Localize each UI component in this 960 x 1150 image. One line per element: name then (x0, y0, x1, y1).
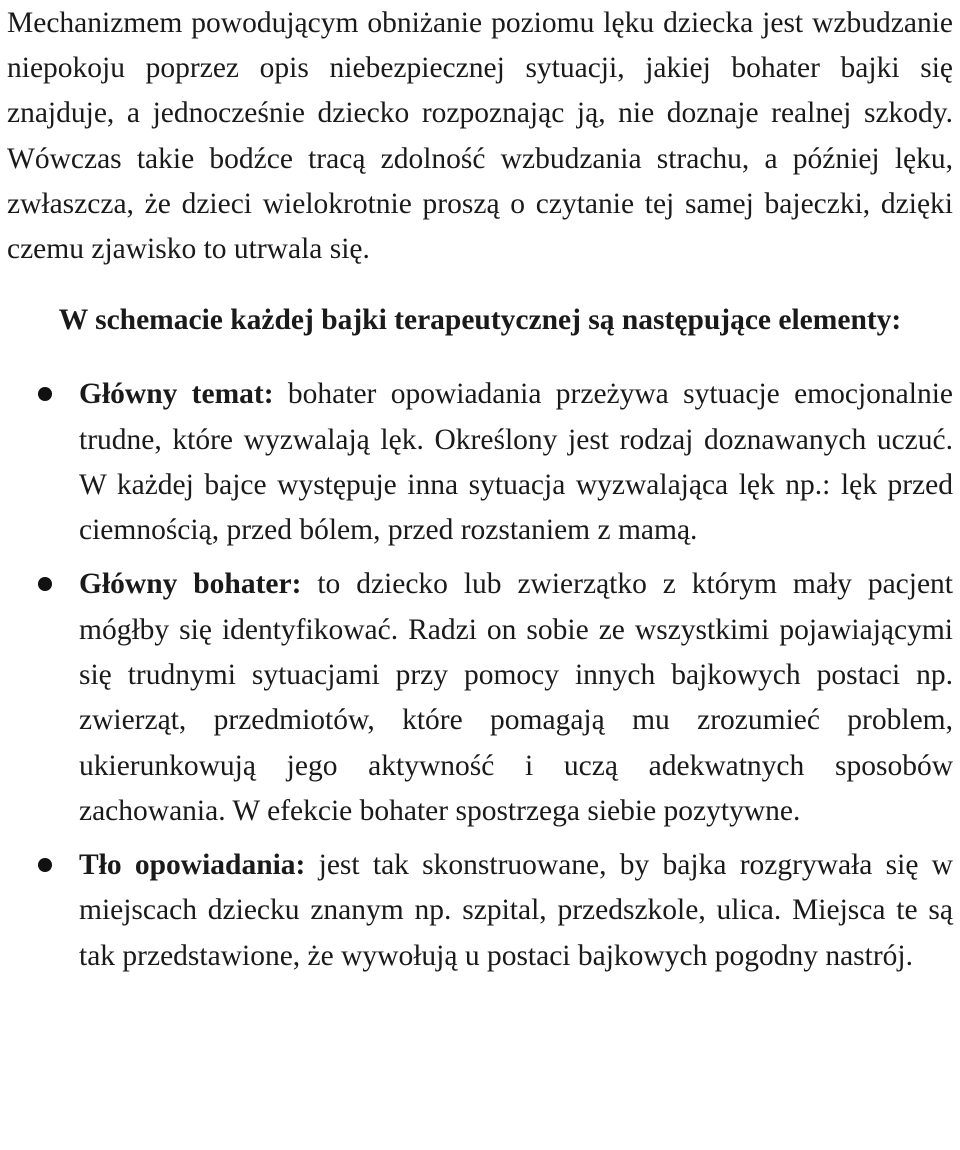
bullet-icon (38, 577, 52, 591)
list-item-term: Tło opowiadania: (79, 849, 319, 882)
list-item-main-theme (7, 372, 953, 553)
list-item-background (7, 843, 953, 979)
list-item-main-hero (7, 562, 953, 834)
elements-list (7, 372, 953, 979)
list-item-text: to dziecko lub zwierzątko z którym mały pacjent mógłby się identyfikować. Radzi on sobie ze wszystkimi pojawiającymi się trudnymi sytuacjami przy pomocy innych bajkowych postaci np. zwierząt, przedmiotów, które pomagają mu zrozumieć problem, ukierunkowują jego aktywność i uczą adekwatnych sposobów zachowania. W efekcie bohater spostrzega siebie pozytywne. (79, 568, 954, 827)
list-item-term: Główny bohater: (79, 568, 318, 601)
section-heading: W schemacie każdej bajki terapeutycznej są następujące elementy: (58, 304, 902, 337)
list-item-text: jest tak skonstruowane, by bajka rozgrywała się w miejscach dziecku znanym np. szpital, przedszkole, ulica. Miejsca te są tak przedstawione, że wywołują u postaci bajkowych pogodny nastrój. (79, 849, 953, 972)
bullet-icon (38, 858, 52, 872)
intro-paragraph: Mechanizmem powodującym obniżanie poziomu lęku dziecka jest wzbudzanie niepokoju poprzez opis niebezpiecznej sytuacji, jakiej bohater bajki się znajduje, a jednocześnie dziecko rozpoznając ją, nie doznaje realnej szkody. Wówczas takie bodźce tracą zdolność wzbudzania strachu, a później lęku, zwłaszcza, że dzieci wielokrotnie proszą o czytanie tej samej bajeczki, dzięki czemu zjawisko to utrwala się. (7, 7, 953, 266)
document-page (7, 0, 953, 988)
bullet-icon (38, 387, 52, 401)
list-item-text: bohater opowiadania przeżywa sytuacje emocjonalnie trudne, które wyzwalają lęk. Określony jest rodzaj doznawanych uczuć. W każdej bajce występuje inna sytuacja wyzwalająca lęk np.: lęk przed ciemnością, przed bólem, przed rozstaniem z mamą. (79, 378, 954, 547)
list-item-term: Główny temat: (79, 378, 288, 411)
